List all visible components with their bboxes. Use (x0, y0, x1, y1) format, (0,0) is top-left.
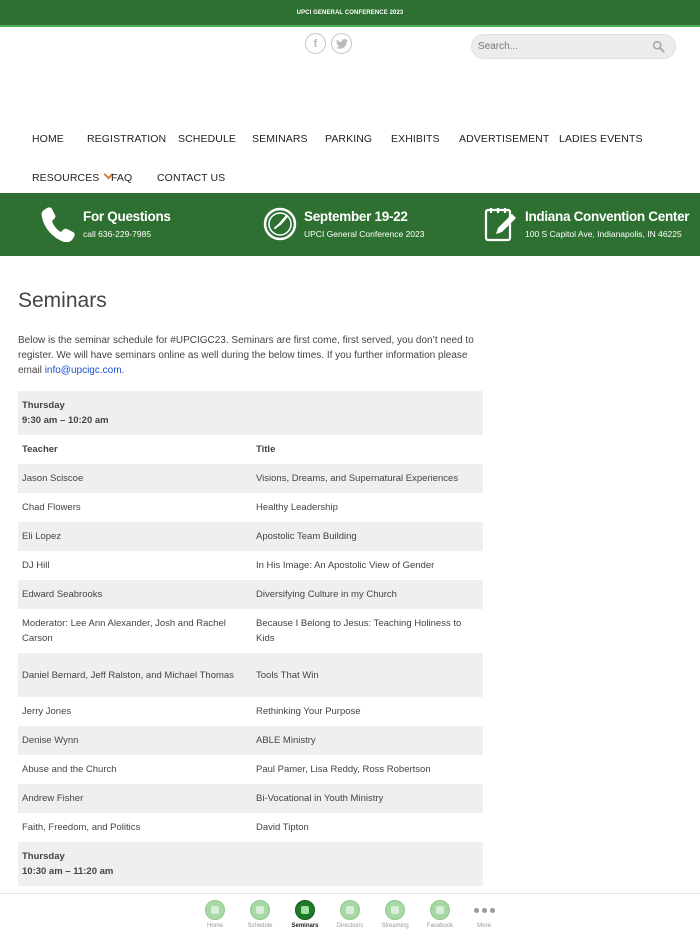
session-day: Thursday (22, 400, 65, 411)
banner-questions-phone[interactable]: call 636-229-7985 (83, 229, 152, 239)
intro-body: Below is the seminar schedule for #UPCIGC23. Seminars are first come, first served, you don’t need to register. We will have seminars online as well during the below times. If you further information please email (18, 335, 474, 376)
top-bar (0, 0, 700, 27)
calendar-icon (250, 900, 270, 920)
banner-dates-title: September 19-22 (304, 209, 408, 224)
nav-registration[interactable]: REGISTRATION (87, 133, 167, 145)
title-cell: Because I Belong to Jesus: Teaching Holiness to Kids (252, 609, 483, 653)
search-box[interactable] (471, 34, 676, 59)
nav-ladies-events[interactable]: LADIES EVENTS (559, 133, 643, 145)
intro-text (18, 333, 480, 378)
title-cell: Visions, Dreams, and Supernatural Experiences (252, 464, 483, 493)
search-input[interactable] (478, 41, 652, 52)
table-row (18, 755, 483, 784)
session-day: Thursday (22, 851, 65, 862)
tab-label: More (477, 923, 491, 929)
title-cell: Rethinking Your Purpose (252, 697, 483, 726)
teacher-cell: Denise Wynn (18, 726, 252, 755)
intro-end: . (121, 365, 125, 376)
nav-schedule[interactable]: SCHEDULE (178, 133, 236, 145)
banner-questions-title: For Questions (83, 209, 171, 224)
title-cell: In His Image: An Apostolic View of Gender (252, 551, 483, 580)
column-header-title: Title (252, 435, 483, 464)
table-row (18, 522, 483, 551)
nav-resources-label: RESOURCES (32, 172, 100, 184)
tab-directions[interactable] (330, 900, 370, 929)
facebook-icon (430, 900, 450, 920)
teacher-cell: DJ Hill (18, 551, 252, 580)
title-cell: Apostolic Team Building (252, 522, 483, 551)
note-pencil-icon (484, 206, 518, 242)
teacher-cell: Moderator: Lee Ann Alexander, Josh and Rachel Carson (18, 609, 252, 653)
table-row (18, 813, 483, 842)
banner-venue-address: 100 S Capitol Ave, Indianapolis, IN 46225 (525, 229, 682, 239)
twitter-icon[interactable] (331, 33, 352, 54)
nav-exhibits[interactable]: EXHIBITS (391, 133, 440, 145)
title-cell: Healthy Leadership (252, 493, 483, 522)
tab-more[interactable] (464, 900, 504, 929)
banner-venue-title: Indiana Convention Center (525, 209, 690, 224)
facebook-icon[interactable]: f (305, 33, 326, 54)
table-row (18, 580, 483, 609)
teacher-cell: Jerry Jones (18, 697, 252, 726)
table-row (18, 464, 483, 493)
title-cell: Tools That Win (252, 653, 483, 697)
phone-icon (41, 206, 75, 242)
twitter-bird-icon (336, 39, 348, 49)
nav-advertisement[interactable]: ADVERTISEMENT (459, 133, 550, 145)
title-cell: Diversifying Culture in my Church (252, 580, 483, 609)
nav-seminars[interactable]: SEMINARS (252, 133, 308, 145)
tab-label: Seminars (291, 923, 319, 929)
clock-icon (263, 206, 297, 242)
title-cell: Bi-Vocational in Youth Ministry (252, 784, 483, 813)
main-content (18, 256, 488, 915)
tab-label: Schedule (247, 923, 273, 929)
search-icon[interactable] (652, 40, 665, 53)
teacher-cell: Abuse and the Church (18, 755, 252, 784)
teacher-cell: Eli Lopez (18, 522, 252, 551)
tab-label: Facebook (426, 923, 454, 929)
table-row (18, 784, 483, 813)
teacher-cell: Jason Sciscoe (18, 464, 252, 493)
teacher-cell: Daniel Bernard, Jeff Ralston, and Michael Thomas (18, 653, 252, 697)
table-row (18, 493, 483, 522)
session-header (18, 842, 483, 886)
nav-parking[interactable]: PARKING (325, 133, 373, 145)
tab-label: Home (206, 923, 223, 929)
session-time: 10:30 am – 11:20 am (22, 866, 114, 877)
column-header-row (18, 435, 483, 464)
more-dots-icon (464, 900, 504, 920)
bottom-tab-bar (0, 893, 700, 934)
session-header (18, 391, 483, 435)
nav-resources[interactable] (32, 172, 112, 184)
session-header-row (18, 842, 483, 886)
home-icon (205, 900, 225, 920)
email-link[interactable]: info@upcigc.com (44, 365, 122, 376)
streaming-icon (385, 900, 405, 920)
tab-label: Streaming (381, 923, 409, 929)
info-banner (0, 193, 700, 256)
tab-schedule[interactable] (240, 900, 280, 929)
table-row (18, 697, 483, 726)
session-header-row (18, 391, 483, 435)
teacher-cell: Andrew Fisher (18, 784, 252, 813)
tab-facebook[interactable] (420, 900, 460, 929)
table-row (18, 726, 483, 755)
teacher-cell: Chad Flowers (18, 493, 252, 522)
table-row (18, 609, 483, 653)
nav-faq[interactable]: FAQ (111, 172, 133, 184)
banner-dates-subtitle: UPCI General Conference 2023 (304, 229, 425, 239)
directions-icon (340, 900, 360, 920)
seminar-icon (295, 900, 315, 920)
tab-label: Directions (336, 923, 364, 929)
table-row (18, 551, 483, 580)
page-title: Seminars (18, 289, 107, 312)
session-time: 9:30 am – 10:20 am (22, 415, 109, 426)
seminar-schedule-table (18, 391, 483, 915)
nav-home[interactable]: HOME (32, 133, 64, 145)
top-bar-title: UPCI GENERAL CONFERENCE 2023 (296, 9, 404, 16)
column-header-teacher: Teacher (18, 435, 252, 464)
title-cell: Paul Pamer, Lisa Reddy, Ross Robertson (252, 755, 483, 784)
tab-seminars[interactable] (285, 900, 325, 929)
table-row (18, 653, 483, 697)
teacher-cell: Faith, Freedom, and Politics (18, 813, 252, 842)
tab-streaming[interactable] (375, 900, 415, 929)
tab-home[interactable] (195, 900, 235, 929)
title-cell: David Tipton (252, 813, 483, 842)
title-cell: ABLE Ministry (252, 726, 483, 755)
nav-contact-us[interactable]: CONTACT US (157, 172, 226, 184)
teacher-cell: Edward Seabrooks (18, 580, 252, 609)
